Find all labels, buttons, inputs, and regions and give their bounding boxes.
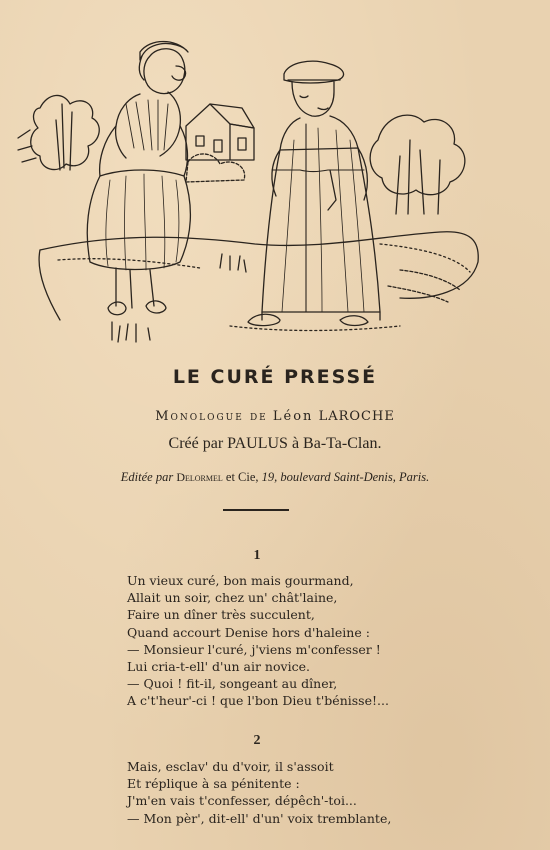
- stanza-number: 2: [253, 733, 261, 748]
- verse-line: Et réplique à sa pénitente :: [127, 776, 300, 792]
- author-line: [0, 409, 550, 424]
- verse-line: Mais, esclav' du d'voir, il s'assoit: [127, 759, 334, 774]
- separator-rule: [223, 509, 289, 511]
- verse-line: — Mon pèr', dit-ell' d'un' voix tremblante,: [127, 810, 392, 826]
- verse-line: Allait un soir, chez un' chât'laine,: [127, 590, 338, 606]
- verse-line: Lui cria-t-ell' d'un air novice.: [127, 659, 310, 675]
- creation-line: Créé par PAULUS à Ba-Ta-Clan.: [168, 435, 382, 452]
- publisher-name: Delormel: [176, 470, 223, 484]
- publisher-address: 19, boulevard Saint-Denis, Paris.: [261, 470, 430, 484]
- author-first-name: Léon: [272, 409, 314, 424]
- verse-line: — Quoi ! fit-il, songeant au dîner,: [127, 676, 338, 692]
- verse-line: A c't'heur'-ci ! que l'bon Dieu t'bénisse!...: [127, 693, 389, 709]
- verse-line: J'm'en vais t'confesser, dépêch'-toi...: [127, 793, 357, 809]
- publisher-line: [0, 470, 550, 485]
- monologue-label: Monologue de: [155, 409, 268, 424]
- stanza-1: [127, 572, 389, 710]
- priest-and-woman-illustration: [0, 0, 550, 360]
- verse-line: — Monsieur l'curé, j'viens m'confesser !: [127, 641, 381, 657]
- author-last-name: LAROCHE: [318, 409, 395, 424]
- stanza-2: [127, 758, 391, 827]
- publisher-company: et Cie,: [225, 470, 259, 484]
- verse-line: Quand accourt Denise hors d'haleine :: [127, 624, 370, 640]
- page-title: LE CURÉ PRESSÉ: [172, 366, 378, 388]
- verse-line: Faire un dîner très succulent,: [127, 607, 315, 623]
- stanza-number: 1: [253, 548, 261, 563]
- verse-line: Un vieux curé, bon mais gourmand,: [127, 573, 354, 588]
- publisher-prefix: Editée par: [120, 470, 174, 484]
